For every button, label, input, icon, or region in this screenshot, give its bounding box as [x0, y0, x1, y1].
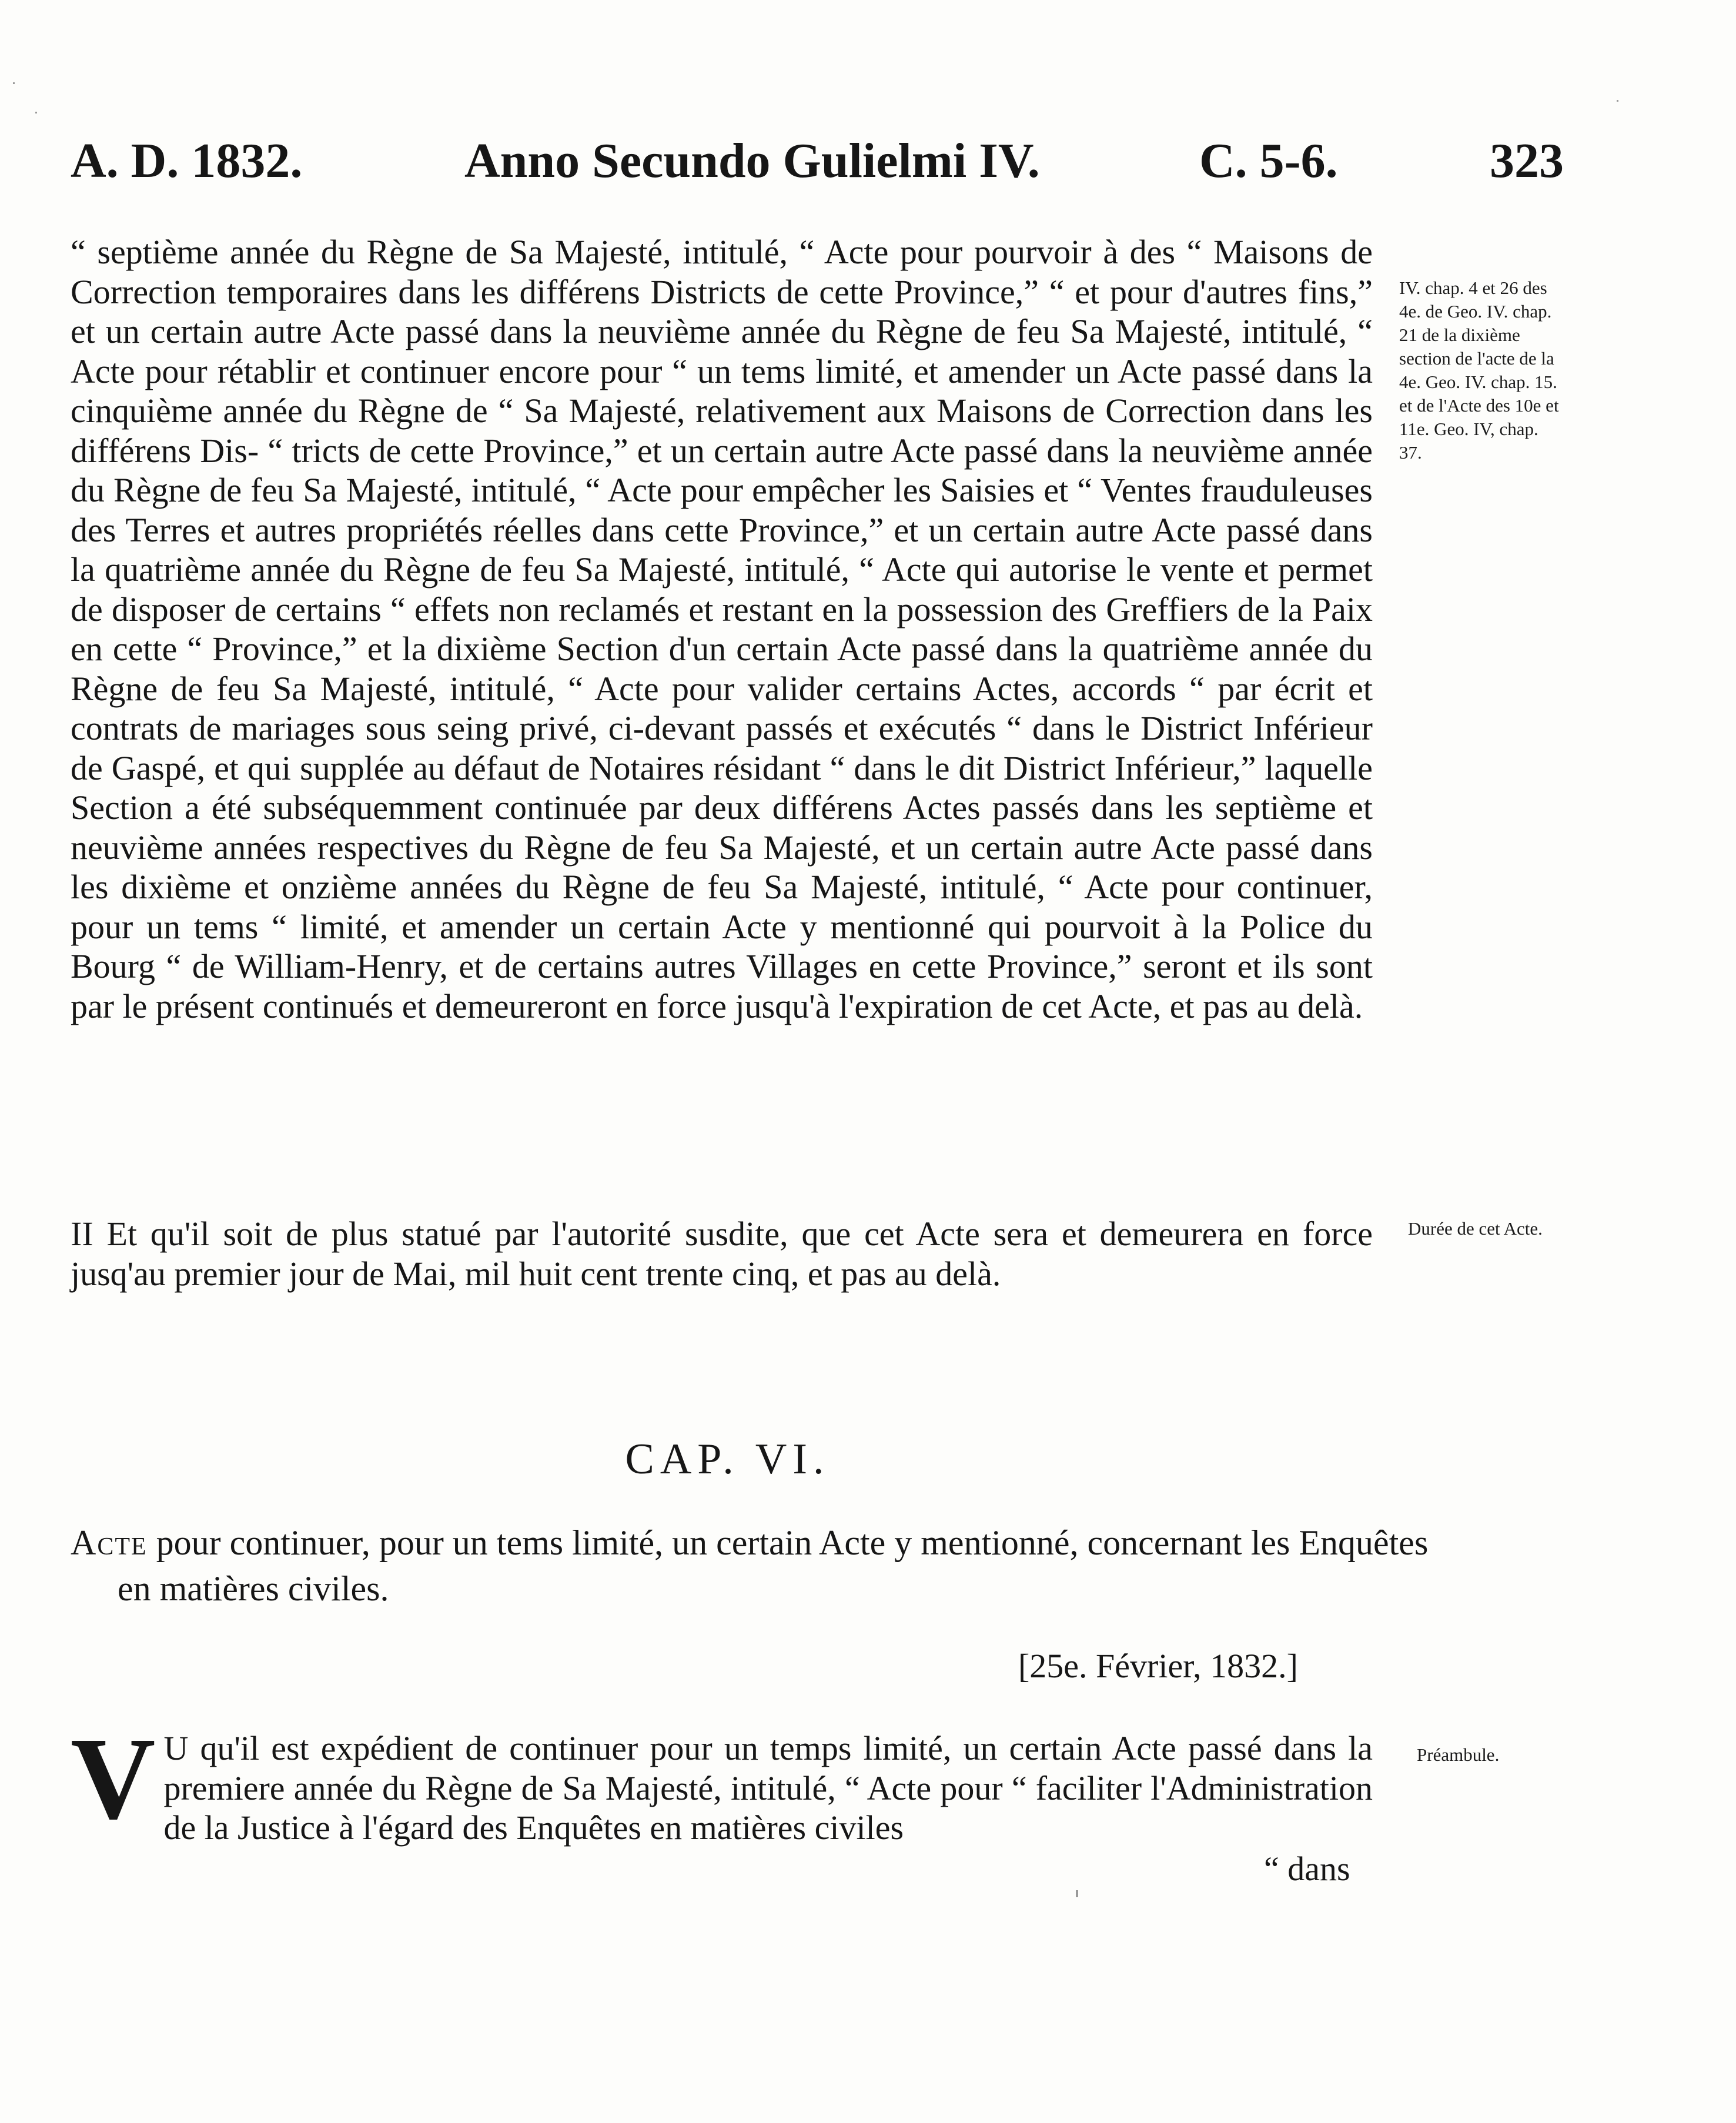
act-date: [25e. Février, 1832.]: [1018, 1647, 1298, 1685]
scan-speck: [1617, 100, 1618, 102]
drop-cap: V: [71, 1714, 156, 1844]
running-header: [71, 132, 1564, 203]
margin-note-references: IV. chap. 4 et 26 des 4e. de Geo. IV. chap. 21 de la dixième section de l'acte de la 4e. Geo. IV. chap. 15. et de l'Acte des 10e et 11e. Geo. IV, chap. 37.: [1399, 278, 1559, 463]
margin-note-preamble: Préambule.: [1417, 1744, 1500, 1765]
act-title-text: pour continuer, pour un tems limité, un certain Acte y mentionné, concernant les Enquêtes en matières civiles.: [118, 1523, 1429, 1608]
page-number: 323: [1490, 133, 1564, 188]
header-year: A. D. 1832.: [71, 133, 303, 188]
scan-speck: [35, 112, 37, 113]
margin-note-duration: Durée de cet Acte.: [1408, 1218, 1543, 1239]
preamble-paragraph: [71, 1714, 1373, 1848]
header-title: Anno Secundo Gulielmi IV.: [464, 133, 1040, 188]
scan-speck: [13, 82, 15, 84]
act-title: [71, 1520, 1434, 1612]
header-chapter: C. 5-6.: [1199, 133, 1338, 188]
scan-speck: [1076, 1890, 1078, 1897]
section-two-paragraph: II Et qu'il soit de plus statué par l'autorité susdite, que cet Acte sera et demeurera en force jusq'au premier jour de Mai, mil huit cent trente cinq, et pas au delà.: [71, 1215, 1373, 1293]
catchword: “ dans: [1264, 1850, 1350, 1888]
continuation-paragraph: “ septième année du Règne de Sa Majesté, intitulé, “ Acte pour pourvoir à des “ Maisons de Correction temporaires dans les différens Districts de cette Province,” “ et pour d'autres fins,” et un certain autre Acte passé dans la neuvième année du Règne de feu Sa Majesté, intitulé, “ Acte pour rétablir et continuer encore pour “ un tems limité, et amender un Acte passé dans la cinquième année du Règne de “ Sa Majesté, relativement aux Maisons de Correction dans les différens Dis- “ tricts de cette Province,” et un certain autre Acte passé dans la neuvième année du Règne de feu Sa Majesté, intitulé, “ Acte pour empêcher les Saisies et “ Ventes frauduleuses des Terres et autres propriétés réelles dans cette Province,” et un certain autre Acte passé dans la quatrième année du Règne de feu Sa Majesté, intitulé, “ Acte qui autorise le vente et permet de disposer de certains “ effets non reclamés et restant en la possession des Greffiers de la Paix en cette “ Province,” et la dixième Section d'un certain Acte passé dans la quatrième année du Règne de feu Sa Majesté, intitulé, “ Acte pour valider certains Actes, accords “ par écrit et contrats de mariages sous seing privé, ci-devant passés et exécutés “ dans le District Inférieur de Gaspé, et qui supplée au défaut de Notaires résidant “ dans le dit District Inférieur,” laquelle Section a été subséquemment continuée par deux différens Actes passés dans les septième et neuvième années respectives du Règne de feu Sa Majesté, et un certain autre Acte passé dans les dixième et onzième années du Règne de feu Sa Majesté, intitulé, “ Acte pour continuer, pour un tems “ limité, et amender un certain Acte y mentionné qui pourvoit à la Police du Bourg “ de William-Henry, et de certains autres Villages en cette Province,” seront et ils sont par le présent continués et demeureront en force jusqu'à l'expiration de cet Acte, et pas au delà.: [71, 233, 1373, 1025]
act-title-lead-word: Acte: [71, 1523, 148, 1562]
preamble-text: U qu'il est expédient de continuer pour un temps limité, un certain Acte passé dans la premiere année du Règne de Sa Majesté, intitulé, “ Acte pour “ faciliter l'Administration de la Justice à l'égard des Enquêtes en matières civiles: [163, 1729, 1373, 1847]
chapter-heading: CAP. VI.: [625, 1435, 830, 1483]
